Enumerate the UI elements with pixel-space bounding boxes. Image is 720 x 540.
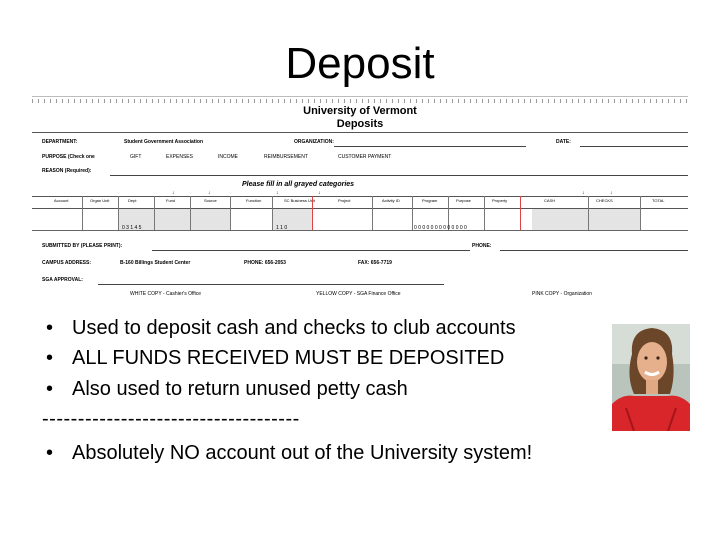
dashed-divider: ------------------------------------ xyxy=(42,408,300,430)
form-instruction: Please fill in all grayed categories xyxy=(242,181,355,188)
row-digits: 0 0 0 0 0 0 0 0 0 0 0 0 0 xyxy=(414,225,467,231)
column-header: SC Business Unit xyxy=(284,198,316,203)
phone-label: PHONE: xyxy=(472,243,492,249)
grid-line xyxy=(272,196,273,230)
grid-line xyxy=(82,196,83,230)
department-value: Student Government Association xyxy=(124,139,203,145)
gray-field xyxy=(588,209,640,230)
copy-note: WHITE COPY - Cashier's Office xyxy=(130,291,202,297)
purpose-label: PURPOSE (Check one xyxy=(42,154,95,160)
bullet-text: ALL FUNDS RECEIVED MUST BE DEPOSITED xyxy=(72,347,505,369)
form-title: Deposits xyxy=(336,118,384,130)
campus-address-value: B-160 Billings Student Center xyxy=(120,260,191,266)
bullet-text: Used to deposit cash and checks to club accounts xyxy=(72,317,516,339)
column-header: Function xyxy=(246,198,262,203)
reason-line xyxy=(110,175,688,176)
purpose-option: GIFT xyxy=(130,154,142,160)
date-line xyxy=(580,146,688,147)
bullet-text: Also used to return unused petty cash xyxy=(72,378,408,400)
grid-line xyxy=(484,196,485,230)
purpose-option: INCOME xyxy=(218,154,238,160)
reason-label: REASON (Required): xyxy=(42,168,92,174)
column-header: TOTAL xyxy=(652,198,665,203)
grid-line xyxy=(640,196,641,230)
column-header: Dept xyxy=(128,198,137,203)
bullet-item xyxy=(46,346,504,370)
column-header: CASH xyxy=(544,198,556,203)
column-header: Purpose xyxy=(456,198,471,203)
campus-address-label: CAMPUS ADDRESS: xyxy=(42,260,91,266)
grid-line xyxy=(588,196,589,230)
form-institution: University of Vermont xyxy=(303,105,417,117)
ruler xyxy=(32,99,688,103)
purpose-option: REIMBURSEMENT xyxy=(264,154,308,160)
submitted-by-label: SUBMITTED BY (PLEASE PRINT): xyxy=(42,243,123,249)
column-header: Program xyxy=(422,198,438,203)
down-arrow-icon: ↓ xyxy=(582,190,585,196)
phone-line xyxy=(500,250,688,251)
organization-label: ORGANIZATION: xyxy=(294,139,334,145)
submitted-by-line xyxy=(152,250,470,251)
down-arrow-icon: ↓ xyxy=(276,190,279,196)
column-header: Activity ID xyxy=(382,198,400,203)
down-arrow-icon: ↓ xyxy=(318,190,321,196)
bullet-item xyxy=(46,441,532,465)
grid-line xyxy=(372,196,373,230)
deposit-form-image xyxy=(32,96,688,299)
column-header: Fund xyxy=(166,198,176,203)
sga-approval-line xyxy=(98,284,444,285)
bullet-item xyxy=(46,377,408,401)
department-label: DEPARTMENT: xyxy=(42,139,78,145)
bullet-item xyxy=(46,316,516,340)
slide-title: Deposit xyxy=(285,39,435,88)
grid-line xyxy=(230,196,231,230)
date-label: DATE: xyxy=(556,139,571,145)
down-arrow-icon: ↓ xyxy=(172,190,175,196)
column-header: Account xyxy=(54,198,69,203)
column-header: Property xyxy=(492,198,508,203)
bullet-glyph: • xyxy=(46,442,54,464)
campus-fax: FAX: 656-7719 xyxy=(358,260,392,266)
portrait-photo xyxy=(612,324,690,431)
column-header: CHECKS xyxy=(596,198,613,203)
purpose-option: EXPENSES xyxy=(166,154,193,160)
grid-line xyxy=(412,196,413,230)
sga-approval-label: SGA APPROVAL: xyxy=(42,277,83,283)
gray-field xyxy=(190,209,230,230)
down-arrow-icon: ↓ xyxy=(610,190,613,196)
grid-line xyxy=(154,196,155,230)
bullet-glyph: • xyxy=(46,347,54,369)
bullet-glyph: • xyxy=(46,378,54,400)
row-digits: 1 1 0 xyxy=(276,225,288,231)
copy-note: PINK COPY - Organization xyxy=(532,291,592,297)
row-digits: 0 3 1 4 5 xyxy=(122,225,142,231)
column-header: Source xyxy=(204,198,217,203)
bullet-glyph: • xyxy=(46,317,54,339)
form-divider xyxy=(32,132,688,133)
grid-line xyxy=(312,196,313,230)
down-arrow-icon: ↓ xyxy=(208,190,211,196)
copy-note: YELLOW COPY - SGA Finance Office xyxy=(316,291,401,297)
column-header: Project xyxy=(338,198,351,203)
column-header: Organ Unit xyxy=(90,198,110,203)
gray-field xyxy=(532,209,588,230)
organization-line xyxy=(334,146,526,147)
bullet-text: Absolutely NO account out of the University system! xyxy=(72,442,533,464)
grid-line xyxy=(118,196,119,230)
grid-line xyxy=(520,196,521,230)
campus-phone: PHONE: 656-2053 xyxy=(244,260,286,266)
purpose-option: CUSTOMER PAYMENT xyxy=(338,154,392,160)
grid-line xyxy=(190,196,191,230)
gray-field xyxy=(154,209,190,230)
